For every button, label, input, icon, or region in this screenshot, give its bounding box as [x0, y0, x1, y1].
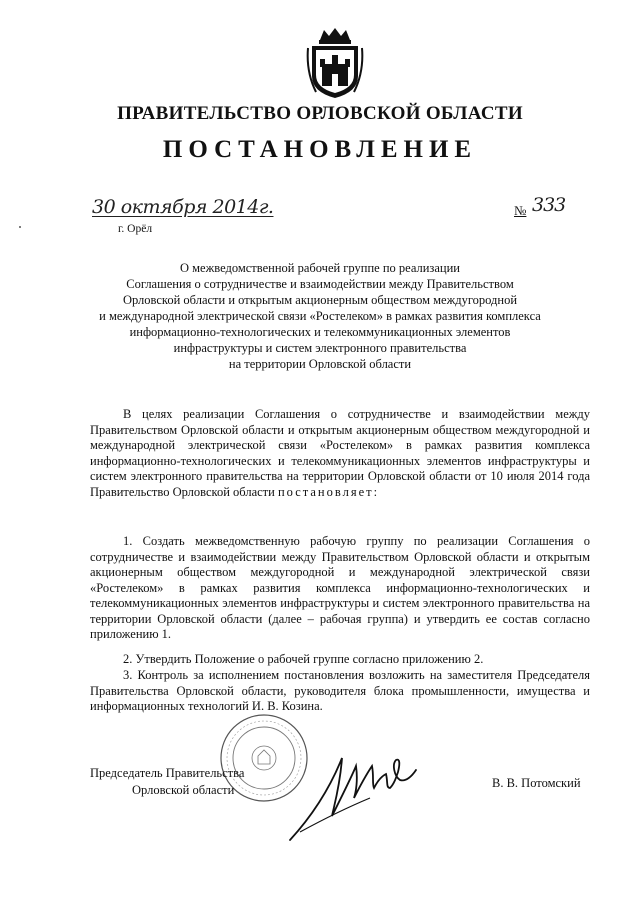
preamble-paragraph: [90, 407, 590, 500]
subject-line: Соглашения о сотрудничестве и взаимодействии между Правительством: [126, 277, 514, 291]
document-type-heading: ПОСТАНОВЛЕНИЕ: [162, 136, 478, 163]
subject-line: О межведомственной рабочей группе по реализации: [180, 261, 460, 275]
subject-line: инфраструктуры и систем электронного правительства: [173, 341, 467, 355]
subject-line: информационно-технологических и телекоммуникационных элементов: [129, 325, 511, 339]
subject-line: Орловской области и открытым акционерным обществом междугородной: [122, 293, 518, 307]
government-title: ПРАВИТЕЛЬСТВО ОРЛОВСКОЙ ОБЛАСТИ: [117, 103, 523, 124]
decree-subject: [90, 260, 550, 372]
city-label: г. Орёл: [118, 223, 153, 235]
preamble-text: В целях реализации Соглашения о сотрудничестве и взаимодействии между Правительством Орловской области и открытым акционерным обществом междугородной и международной электрической связи «Ростелеком» в рамках развития комплекса информационно-технологических и телекоммуникационных элементов инфраструктуры и систем электронного правительства на территории Орловской области от 10 июля 2014 года Правительство Орловской области: [90, 407, 590, 499]
handwritten-date: 30 октября 2014г.: [92, 196, 274, 218]
coat-of-arms-icon: [306, 26, 364, 100]
clause-2: 2. Утвердить Положение о рабочей группе согласно приложению 2.: [123, 652, 484, 666]
number-label: №: [514, 203, 527, 218]
subject-line: и международной электрической связи «Ростелеком» в рамках развития комплекса: [99, 309, 541, 323]
signatory-name: В. В. Потомский: [492, 776, 581, 790]
signatory-position-line-2: Орловской области: [132, 783, 235, 797]
subject-line: на территории Орловской области: [228, 357, 412, 371]
handwritten-document-number: 333: [532, 194, 566, 216]
clause-3: 3. Контроль за исполнением постановления возложить на заместителя Председателя Правительства Орловской области, руководителя блока промышленности, имущества и информационных технологий И. В. Козина.: [90, 668, 590, 713]
margin-dot-icon: [18, 225, 22, 229]
decree-word: постановляет:: [277, 484, 380, 499]
clause-1: 1. Создать межведомственную рабочую группу по реализации Соглашения о сотрудничестве и взаимодействии между Правительством Орловской области и открытым акционерным обществом междугородной и международной электрической связи «Ростелеком» в рамках развития комплекса информационно-технологических и телекоммуникационных элементов инфраструктуры и систем электронного правительства на территории Орловской области (далее – рабочая группа) и утвердить ее состав согласно приложению 1.: [90, 534, 590, 641]
signature-icon: [282, 736, 422, 846]
signatory-position-line-1: Председатель Правительства: [90, 766, 245, 780]
